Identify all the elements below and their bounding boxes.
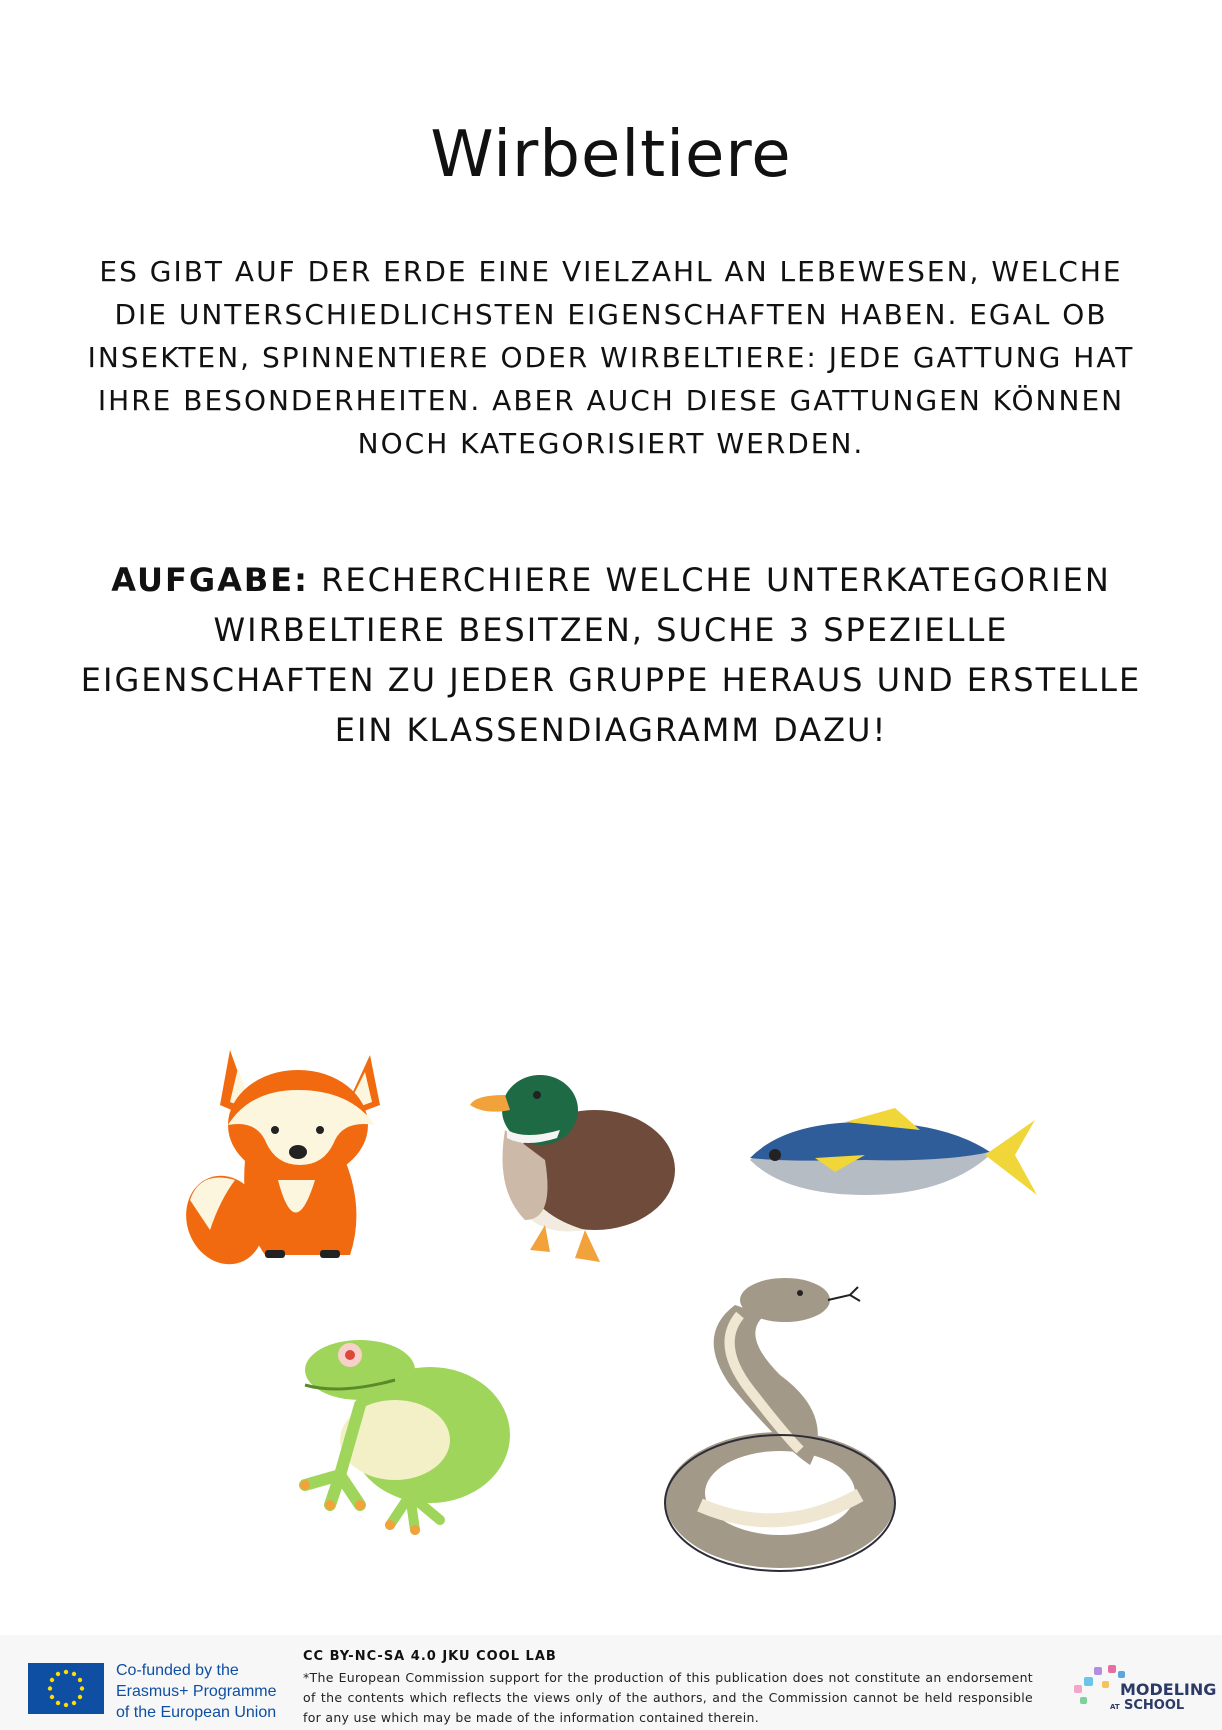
footer xyxy=(0,1635,1222,1730)
eu-text-line: Erasmus+ Programme xyxy=(116,1683,277,1700)
fox-illustration xyxy=(180,1030,415,1265)
snake-illustration xyxy=(660,1265,900,1575)
logo-text-school: SCHOOL xyxy=(1124,1698,1185,1713)
eu-cofunded-text xyxy=(116,1660,296,1723)
frog-illustration xyxy=(300,1325,520,1540)
disclaimer-text: *The European Commission support for the production of this publication does not constitute an endorsement of the contents which reflects the views only of the authors, and the Commission cannot be held responsible for any use which may be made of the information contained therein. xyxy=(303,1670,1033,1725)
page-title: Wirbeltiere xyxy=(430,118,792,192)
fish-illustration xyxy=(745,1100,1040,1210)
logo-text-at: AT xyxy=(1110,1703,1120,1711)
logo-text-modeling: MODELING xyxy=(1120,1680,1217,1699)
eu-flag-icon xyxy=(28,1663,104,1714)
modeling-at-school-logo xyxy=(1068,1657,1217,1717)
task-text: RECHERCHIERE WELCHE UNTERKATEGORIEN WIRBELTIERE BESITZEN, SUCHE 3 SPEZIELLE EIGENSCHAFTEN ZU JEDER GRUPPE HERAUS UND ERSTELLE EIN KLASSENDIAGRAMM DAZU! xyxy=(80,561,1142,749)
intro-paragraph: ES GIBT AUF DER ERDE EINE VIELZAHL AN LEBEWESEN, WELCHE DIE UNTERSCHIEDLICHSTEN EIGENSCHAFTEN HABEN. EGAL OB INSEKTEN, SPINNENTIERE ODER WIRBELTIERE: JEDE GATTUNG HAT IHRE BESONDERHEITEN. ABER AUCH DIESE GATTUNGEN KÖNNEN NOCH KATEGORISIERT WERDEN. xyxy=(87,255,1135,460)
task-paragraph xyxy=(70,555,1152,755)
duck-illustration xyxy=(465,1040,690,1270)
eu-text-line: of the European Union xyxy=(116,1704,277,1721)
task-label: AUFGABE: xyxy=(111,561,309,599)
license-text: CC BY-NC-SA 4.0 JKU COOL LAB xyxy=(303,1649,557,1664)
eu-text-line: Co-funded by the xyxy=(116,1662,239,1679)
